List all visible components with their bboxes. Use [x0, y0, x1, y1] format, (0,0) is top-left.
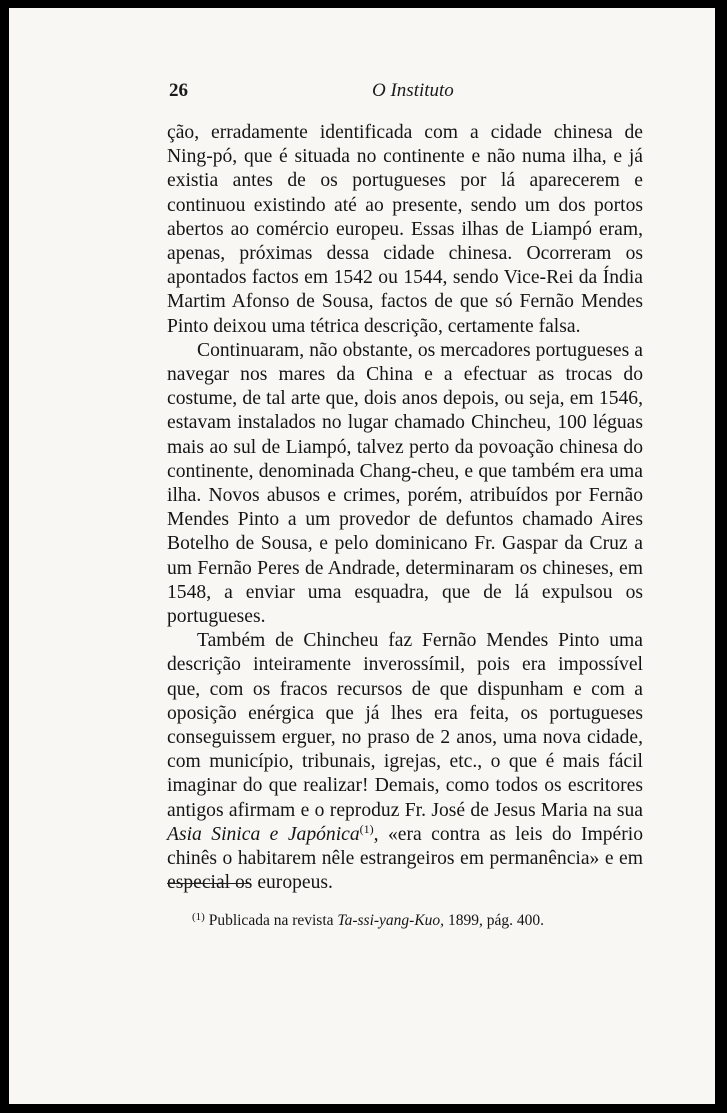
- footnote-prefix: Publicada na revista: [204, 912, 338, 929]
- paragraph-2: Continuaram, não obstante, os mercadores portugueses a navegar nos mares da China e a efectuar as trocas do costume, de tal arte que, dois anos depois, ou seja, em 1546, estavam instalados no lugar chamado Chincheu, 100 léguas mais ao sul de Liampó, talvez perto da povoação chinesa do continente, denominada Chang-cheu, e que também era uma ilha. Novos abusos e crimes, porém, atribuídos por Fernão Mendes Pinto a um provedor de defuntos chamado Aires Botelho de Sousa, e pelo dominicano Fr. Gaspar da Cruz a um Fernão Peres de Andrade, determinaram os chineses, em 1548, a enviar uma esquadra, que de lá expulsou os portugueses.: [167, 339, 643, 628]
- footnote-reference: (1): [359, 821, 374, 836]
- footnote-marker: (1): [192, 911, 205, 923]
- book-title: Asia Sinica e Japónica: [167, 823, 360, 845]
- footnote-suffix: 1899, pág. 400.: [444, 912, 544, 929]
- body-text: [167, 121, 643, 896]
- footnote-journal: Ta-ssi-yang-Kuo,: [337, 912, 445, 929]
- footnote-divider: [167, 883, 249, 884]
- running-title: O Instituto: [372, 80, 454, 101]
- paragraph-3-end: , «era contra as leis do Império chinês o habitarem nêle estrangeiros em permanência» e em especial os europeus.: [167, 823, 644, 894]
- paragraph-1: ção, erradamente identificada com a cidade chinesa de Ning-pó, que é situada no continente e não numa ilha, e já existia antes de os portugueses por lá aparecerem e continuou existindo até ao presente, sendo um dos portos abertos ao comércio europeu. Essas ilhas de Liampó eram, apenas, próximas dessa cidade chinesa. Ocorreram os apontados factos em 1542 ou 1544, sendo Vice-Rei da Índia Martim Afonso de Sousa, factos de que só Fernão Mendes Pinto deixou uma tétrica descrição, certamente falsa.: [167, 122, 643, 337]
- paragraph-3: [167, 629, 643, 895]
- book-page: [9, 8, 715, 1104]
- footnote: [192, 911, 652, 930]
- page-header: [9, 80, 715, 104]
- page-number: 26: [169, 80, 188, 101]
- paragraph-3-start: Também de Chincheu faz Fernão Mendes Pinto uma descrição inteiramente inverossímil, pois era impossível que, com os fracos recursos de que dispunham e com a oposição enérgica que já lhes era feita, os portugueses conseguissem erguer, no praso de 2 anos, uma nova cidade, com município, tribunais, igrejas, etc., o que é mais fácil imaginar do que realizar! Demais, como todos os escritores antigos afirmam e o reproduz Fr. José de Jesus Maria na sua: [167, 630, 643, 821]
